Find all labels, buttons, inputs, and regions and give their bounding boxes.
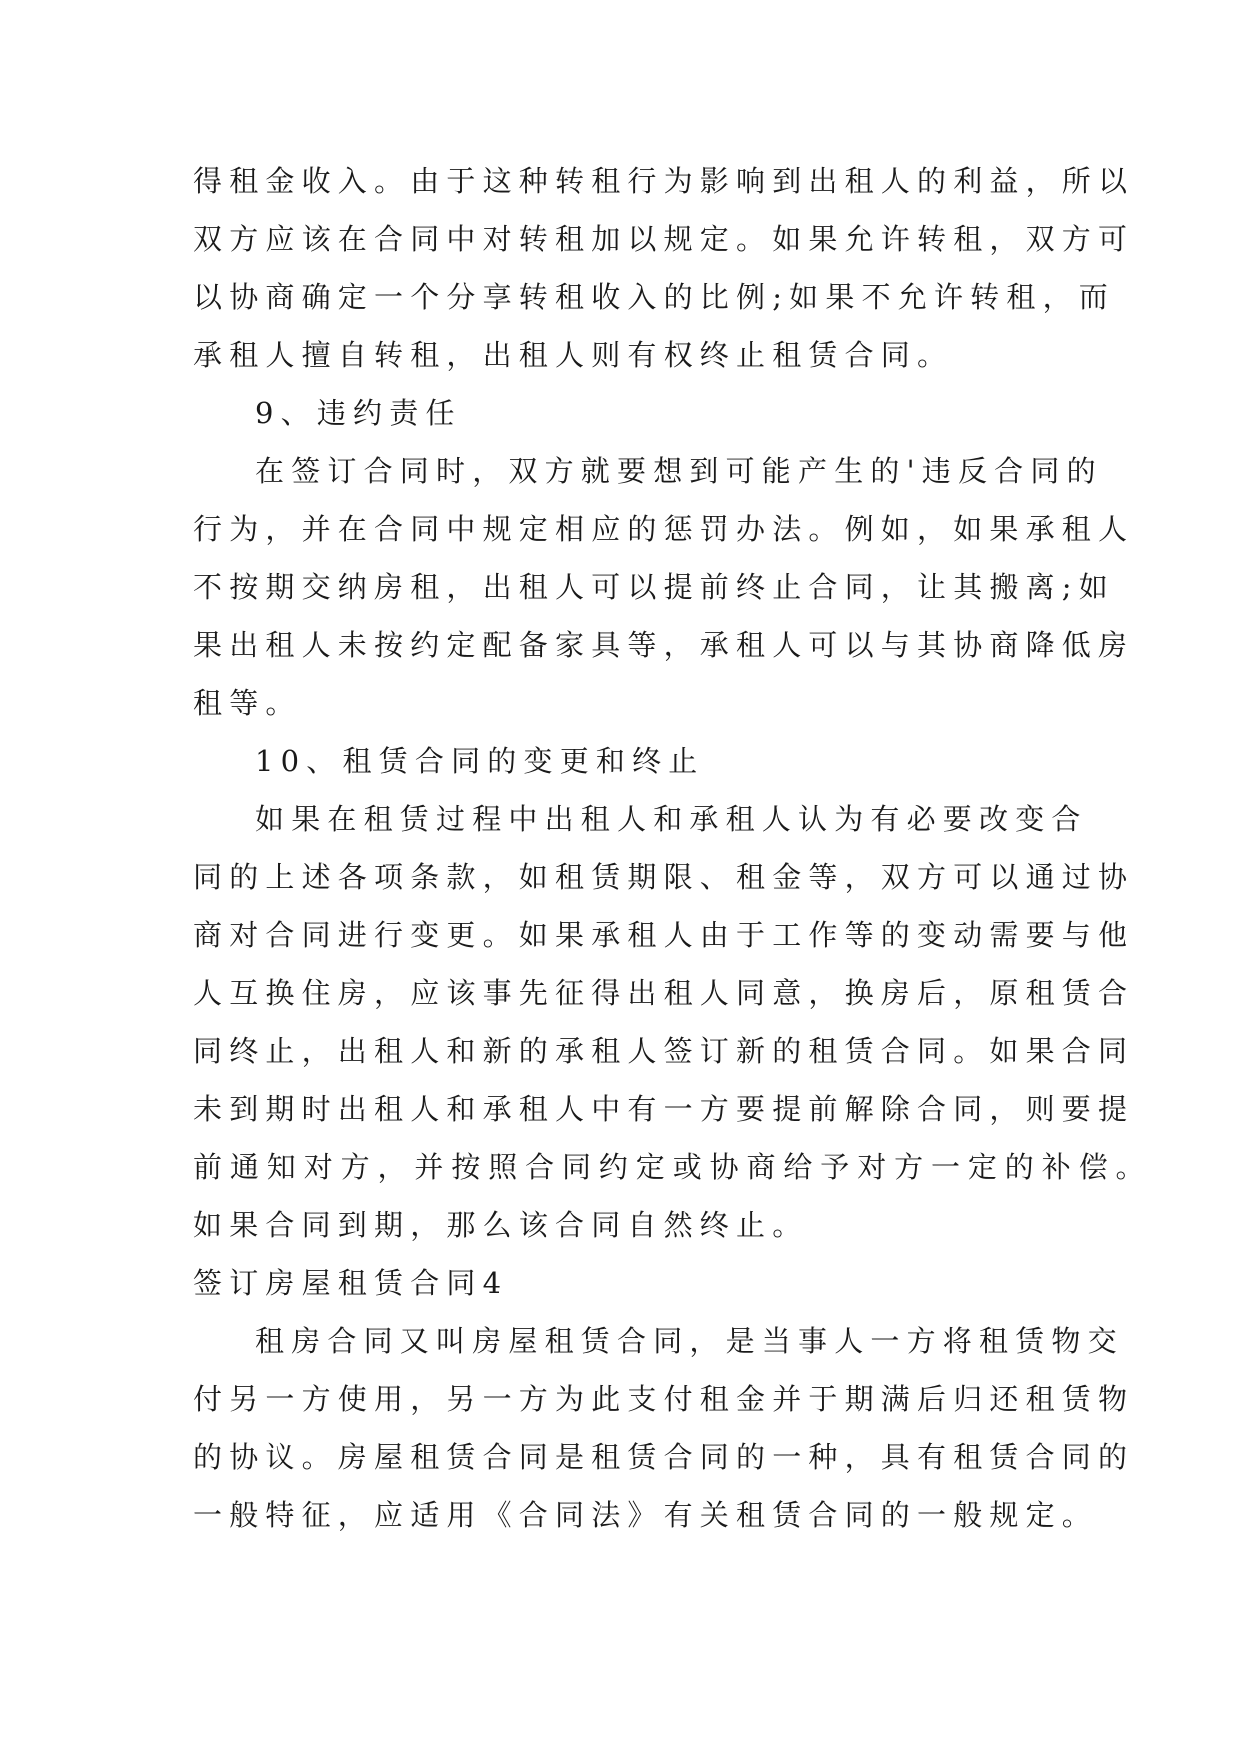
paragraph-line: 租等。 [193, 686, 302, 720]
paragraph-line: 得租金收入。由于这种转租行为影响到出租人的利益，所以 [193, 164, 1135, 198]
paragraph-line: 承租人擅自转租，出租人则有权终止租赁合同。 [193, 338, 954, 372]
section-heading-change-and-termination: 10、租赁合同的变更和终止 [255, 744, 705, 778]
paragraph-line: 的协议。房屋租赁合同是租赁合同的一种，具有租赁合同的 [193, 1440, 1135, 1474]
section-title-contract-4: 签订房屋租赁合同4 [193, 1266, 509, 1300]
paragraph-line: 同的上述各项条款，如租赁期限、租金等，双方可以通过协 [193, 860, 1135, 894]
paragraph-line: 不按期交纳房租，出租人可以提前终止合同，让其搬离;如 [193, 570, 1115, 604]
paragraph-line: 前通知对方，并按照合同约定或协商给予对方一定的补偿。 [193, 1150, 1153, 1184]
paragraph-line: 同终止，出租人和新的承租人签订新的租赁合同。如果合同 [193, 1034, 1135, 1068]
paragraph-line: 如果合同到期，那么该合同自然终止。 [193, 1208, 809, 1242]
paragraph-line: 双方应该在合同中对转租加以规定。如果允许转租，双方可 [193, 222, 1135, 256]
paragraph-line: 果出租人未按约定配备家具等，承租人可以与其协商降低房 [193, 628, 1135, 662]
paragraph-line: 付另一方使用，另一方为此支付租金并于期满后归还租赁物 [193, 1382, 1135, 1416]
paragraph-line: 人互换住房，应该事先征得出租人同意，换房后，原租赁合 [193, 976, 1135, 1010]
paragraph-line: 未到期时出租人和承租人中有一方要提前解除合同，则要提 [193, 1092, 1135, 1126]
paragraph-line: 如果在租赁过程中出租人和承租人认为有必要改变合 [255, 802, 1088, 836]
paragraph-line: 商对合同进行变更。如果承租人由于工作等的变动需要与他 [193, 918, 1135, 952]
paragraph-line: 以协商确定一个分享转租收入的比例;如果不允许转租，而 [193, 280, 1115, 314]
section-heading-breach-liability: 9、违约责任 [255, 396, 462, 430]
paragraph-line: 行为，并在合同中规定相应的惩罚办法。例如，如果承租人 [193, 512, 1135, 546]
paragraph-line: 租房合同又叫房屋租赁合同，是当事人一方将租赁物交 [255, 1324, 1124, 1358]
paragraph-line: 一般特征，应适用《合同法》有关租赁合同的一般规定。 [193, 1498, 1099, 1532]
paragraph-line: 在签订合同时，双方就要想到可能产生的'违反合同的 [255, 454, 1103, 488]
document-body [193, 152, 1153, 1544]
